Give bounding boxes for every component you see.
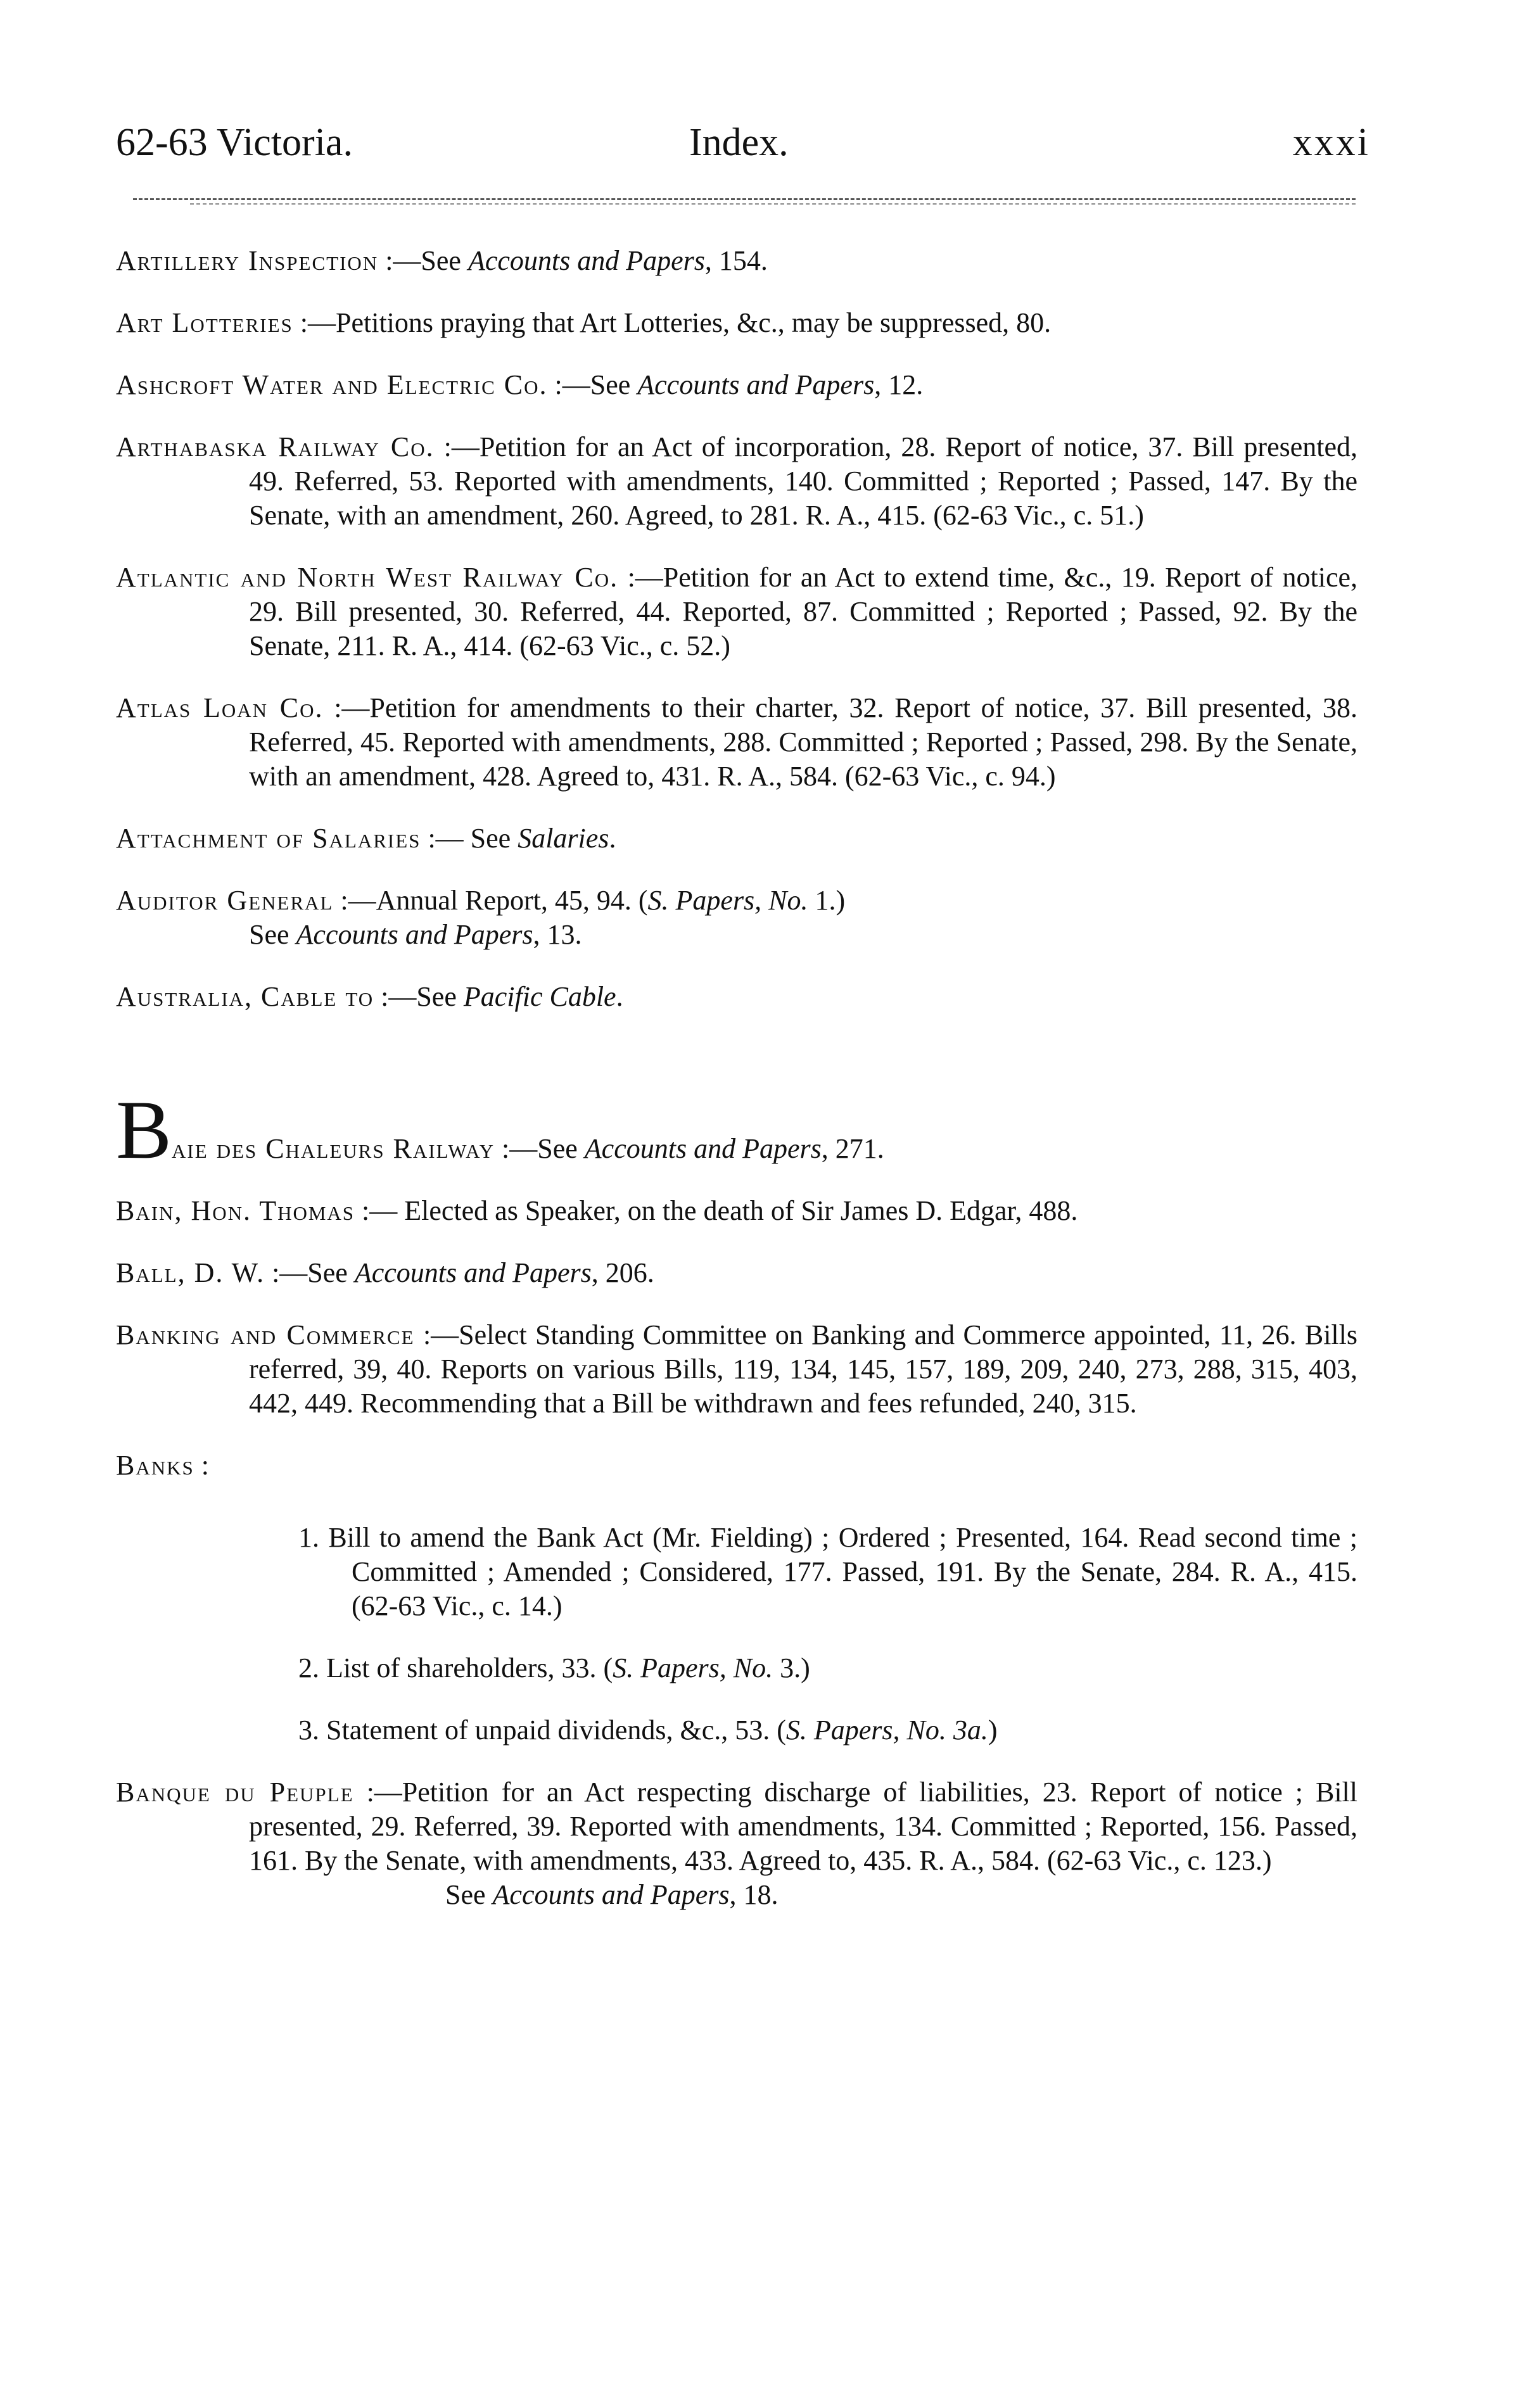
entry-text: :—Petition for an Act of incorporation, 28. Report of notice, 37. Bill presented, 49. Referred, 53. Reported with amendments, 140. Committed ; Reported ; Passed, 147. By the Senate, with an amendment, 260. Agreed, to 281. R. A., 415. (62-63 Vic., c. 51.) — [249, 431, 1358, 531]
entry-text: : — [194, 1450, 209, 1481]
entry-heading: Australia, Cable to — [116, 981, 374, 1012]
entry-text-tail: . — [616, 981, 623, 1012]
index-entry-atlas-loan — [116, 691, 1357, 794]
see-also-reference: Accounts and Papers — [492, 1879, 730, 1910]
list-item-text: Bill to amend the Bank Act (Mr. Fielding) ; Ordered ; Presented, 164. Read second time ; Committed ; Amended ; Considered, 177. Passed, 191. By the Senate, 284. R. A., 415. (62-63 Vic., c. 14.) — [319, 1522, 1357, 1621]
entry-reference: Pacific Cable — [463, 981, 616, 1012]
see-also-reference: Accounts and Papers — [296, 919, 533, 950]
entry-reference: Accounts and Papers — [637, 369, 875, 400]
entry-text-tail: , 12. — [874, 369, 924, 400]
entry-text: :—Petition for amendments to their charter, 32. Report of notice, 37. Bill presented, 38. Referred, 45. Reported with amendments, 288. Committed ; Reported ; Passed, 298. By the Senate, with an amendment, 428. Agreed to, 431. R. A., 584. (62-63 Vic., c. 94.) — [249, 692, 1357, 792]
entry-heading: Banque du Peuple — [116, 1777, 354, 1808]
entry-text: :—See — [374, 981, 464, 1012]
entry-text-tail: , 154. — [704, 245, 768, 276]
index-entry-banking-commerce — [116, 1318, 1357, 1421]
entry-text: :—Petitions praying that Art Lotteries, &c., may be suppressed, 80. — [293, 307, 1052, 338]
entry-text: :—See — [378, 245, 468, 276]
entry-heading: Artillery Inspection — [116, 245, 379, 276]
entry-text: :— See — [421, 823, 518, 854]
entry-text: :—Select Standing Committee on Banking and Commerce appointed, 11, 26. Bills referred, 39, 40. Reports on various Bills, 119, 134, 145, 157, 189, 209, 240, 273, 288, 315, 403, 442, 449. Recommending that a Bill be withdrawn and fees refunded, 240, 315. — [249, 1319, 1357, 1419]
entry-heading: aie des Chaleurs Railway — [172, 1133, 495, 1164]
entry-text: :—Petition for an Act to extend time, &c., 19. Report of notice, 29. Bill presented, 30. Referred, 44. Reported, 87. Committed ; Reported ; Passed, 92. By the Senate, 211. R. A., 414. (62-63 Vic., c. 52.) — [249, 562, 1357, 661]
entry-heading: Atlas Loan Co. — [116, 692, 324, 723]
entry-reference: Accounts and Papers — [467, 245, 705, 276]
entry-heading: Ball, D. W. — [116, 1257, 265, 1288]
header-volume: 62-63 Victoria. — [116, 121, 353, 164]
entry-heading: Banks — [116, 1450, 194, 1481]
index-entry-attachment-salaries — [116, 821, 1357, 856]
header-page-number: xxxi — [1292, 121, 1370, 164]
running-header — [116, 117, 1370, 168]
section-initial-letter: B — [116, 1083, 172, 1176]
entry-text: :—See — [265, 1257, 355, 1288]
see-also-suffix: , 13. — [533, 919, 582, 950]
list-item-text: Statement of unpaid dividends, &c., 53. ( — [319, 1714, 786, 1746]
entry-heading: Arthabaska Railway Co. — [116, 431, 435, 462]
index-entry-arthabaska-railway — [116, 430, 1357, 533]
entry-heading: Art Lotteries — [116, 307, 293, 338]
entry-heading: Auditor General — [116, 885, 334, 916]
entry-text: :— Elected as Speaker, on the death of Sir James D. Edgar, 488. — [355, 1195, 1078, 1226]
index-entry-australia-cable — [116, 980, 1357, 1014]
index-entry-artillery-inspection — [116, 244, 1357, 278]
entry-text: :—Petition for an Act respecting discharge of liabilities, 23. Report of notice ; Bill presented, 29. Referred, 39. Reported with amendments, 134. Committed ; Reported, 156. Passed, 161. By the Senate, with amendments, 433. Agreed to, 435. R. A., 584. (62-63 Vic., c. 123.) — [249, 1777, 1357, 1876]
entry-reference: Accounts and Papers — [584, 1133, 822, 1164]
list-item — [116, 1521, 1357, 1623]
header-title: Index. — [689, 121, 789, 164]
index-entry-ball-dw — [116, 1256, 1357, 1290]
banks-sublist — [116, 1521, 1357, 1747]
entry-reference: Accounts and Papers — [354, 1257, 592, 1288]
index-body — [116, 244, 1357, 1940]
entry-heading: Bain, Hon. Thomas — [116, 1195, 355, 1226]
index-entry-banque-du-peuple — [116, 1775, 1357, 1912]
header-rule — [133, 198, 1356, 200]
list-item — [116, 1651, 1357, 1685]
entry-text: :—See — [495, 1133, 585, 1164]
index-entry-bain-thomas — [116, 1194, 1357, 1228]
entry-text-tail: , 271. — [821, 1133, 884, 1164]
see-also-prefix: See — [249, 919, 296, 950]
list-item-number: 1. — [298, 1522, 319, 1553]
paper-ref: S. Papers, No. — [613, 1652, 773, 1683]
paper-ref: S. Papers, No. — [647, 885, 808, 916]
entry-text-tail: . — [609, 823, 616, 854]
entry-heading: Ashcroft Water and Electric Co. — [116, 369, 548, 400]
paper-ref-open: ( — [638, 885, 648, 916]
list-item-number: 2. — [298, 1652, 319, 1683]
entry-text-tail: , 206. — [591, 1257, 654, 1288]
index-entry-atlantic-north-west — [116, 561, 1357, 663]
index-entry-banks — [116, 1448, 1357, 1483]
entry-text: :—Annual Report, 45, 94. — [333, 885, 639, 916]
entry-heading: Attachment of Salaries — [116, 823, 421, 854]
list-item-text: List of shareholders, 33. ( — [319, 1652, 613, 1683]
entry-text: :—See — [547, 369, 638, 400]
index-entry-auditor-general — [116, 884, 1357, 952]
list-item-number: 3. — [298, 1714, 319, 1746]
section-separator — [116, 1042, 1357, 1113]
entry-heading: Banking and Commerce — [116, 1319, 415, 1350]
paper-ref: S. Papers, No. 3a. — [785, 1714, 988, 1746]
entry-heading: Atlantic and North West Railway Co. — [116, 562, 619, 593]
paper-ref-close: 1.) — [808, 885, 846, 916]
index-entry-ashcroft-water — [116, 368, 1357, 402]
see-also-suffix: , 18. — [729, 1879, 779, 1910]
list-item-text-tail: ) — [988, 1714, 998, 1746]
header-rule-secondary — [190, 203, 1356, 205]
index-entry-baie-des-chaleurs — [116, 1083, 1357, 1176]
list-item — [116, 1713, 1357, 1747]
see-also-prefix: See — [445, 1879, 493, 1910]
index-entry-art-lotteries — [116, 306, 1357, 340]
entry-reference: Salaries — [518, 823, 609, 854]
list-item-text-tail: 3.) — [773, 1652, 810, 1683]
